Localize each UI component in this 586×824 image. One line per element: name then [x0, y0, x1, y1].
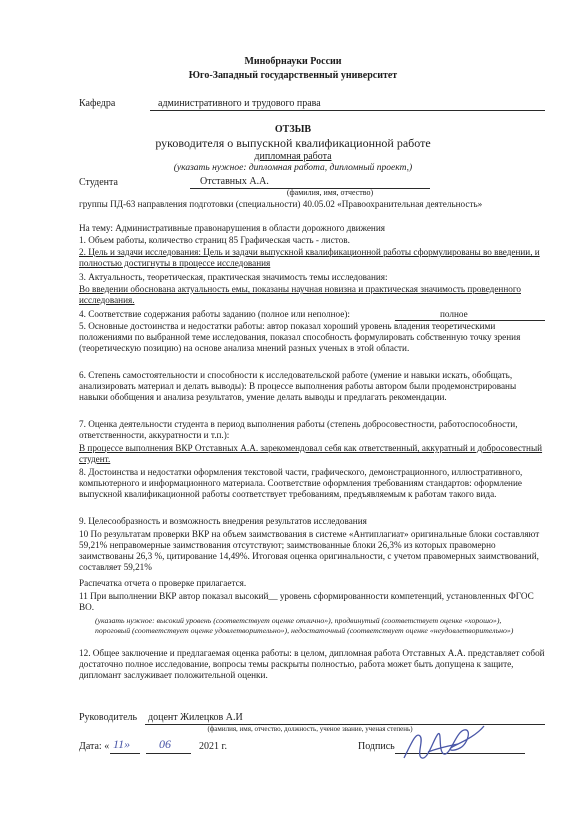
department-label: Кафедра [79, 98, 116, 109]
work-type-note: (указать нужное: дипломная работа, дипломный проект,) [173, 163, 413, 173]
item-3-heading: 3. Актуальность, теоретическая, практическая значимость темы исследования: [79, 272, 388, 282]
item-12-conclusion: 12. Общее заключение и предлагаемая оценка работы: в целом, дипломная работа Отставных А.А. представляет собой достаточно полное исследование, вопросы темы раскрыты полностью, работа может быть допущена к защите, дипломант заслуживает положительной оценки. [79, 648, 545, 680]
department-value: административного и трудового права [158, 98, 321, 109]
student-value: Отставных А.А. [200, 176, 269, 187]
student-caption: (фамилия, имя, отчество) [286, 188, 374, 197]
date-day: 11» [113, 737, 131, 751]
handwritten-signature [398, 722, 488, 770]
review-subtitle: руководителя о выпускной квалификационной работе [155, 136, 431, 150]
item-8-formatting: 8. Достоинства и недостатки оформления текстовой части, графического, демонстрационного, иллюстративного, компьютерного и информационного материала. Соответствие оформления требованиям стандартов: оформление выпускной квалификационной работы соответствует требованиям, предъявляемым к работам такого вида. [79, 467, 523, 499]
item-11-note: (указать нужное: высокий уровень (соответствует оценке отлично»), продвинутый (соответствует оценке «хорошо»), пороговый (соответствует оценке удовлетворительно»), недостаточный (соответствует оценке «неудовлетворительно») [95, 616, 514, 635]
item-4-value: полное [440, 309, 468, 319]
supervisor-label: Руководитель [79, 712, 138, 723]
department-underline [150, 110, 545, 111]
date-month-underline [146, 753, 191, 754]
ministry-title: Минобрнауки России [244, 56, 342, 67]
university-title: Юго-Западный государственный университет [188, 70, 398, 81]
signature-label: Подпись [358, 741, 395, 752]
item-10-tail: Распечатка отчета о проверке прилагается. [79, 578, 247, 588]
item-3-text: Во введении обоснована актуальность емы, показаны научная новизна и практическая значимость проведенного исследования. [79, 284, 521, 305]
date-year: 2021 г. [199, 741, 227, 752]
item-6-independence: 6. Степень самостоятельности и способности к исследовательской работе (умение и навыки искать, обобщать, анализировать материал и делать выводы): В процессе выполнения работы автором были продемонстрированы навыки обобщения и анализа результатов, умение делать выводы и предлагать рекомендации. [79, 370, 517, 402]
supervisor-value: доцент Жилецков А.И [148, 712, 243, 723]
student-label: Студента [79, 177, 118, 188]
item-7-evaluation: 7. Оценка деятельности студента в период выполнения работы (степень добросовестности, работоспособности, ответственности, аккуратности и т.п.): [79, 419, 518, 440]
item-2-goals: 2. Цель и задачи исследования: Цель и задачи выпускной квалификационной работы сформулированы во введении, и полностью достигнуты в процессе исследования [79, 247, 540, 268]
supervisor-caption: (фамилия, имя, отчество, должность, ученое звание, ученая степень) [207, 725, 413, 733]
item-7-text: В процессе выполнения ВКР Отставных А.А. зарекомендовал себя как ответственный, аккуратный и добросовестный студент. [79, 443, 543, 464]
topic-line: На тему: Административные правонарушения в области дорожного движения [79, 223, 385, 233]
item-4-label: 4. Соответствие содержания работы заданию (полное или неполное): [79, 309, 350, 319]
item-5-merits: 5. Основные достоинства и недостатки работы: автор показал хороший уровень владения теоретическими положениями по выбранной теме исследования, показал способность формулировать собственную точку зрения (теоретическую позицию) на основе анализа мнений разных ученых в этой области. [79, 321, 521, 353]
item-10-antiplagiarism: 10 По результатам проверки ВКР на объем заимствования в системе «Антиплагиат» оригинальные блоки составляют 59,21% неправомерные заимствования отсутствуют; заимствованные блоки 26,3% из которых правомерно заимствованы 26,3 %, цитирование 14,49%. Итоговая оценка оригинальности, с учетом правомерных заимствований, составляет 59,21% [79, 529, 540, 572]
date-day-underline [110, 753, 140, 754]
item-9-implementation: 9. Целесообразность и возможность внедрения результатов исследования [79, 516, 367, 526]
review-title: ОТЗЫВ [274, 124, 312, 135]
date-label: Дата: « [79, 741, 110, 752]
date-month: 06 [159, 737, 171, 751]
work-type: дипломная работа [254, 151, 332, 162]
item-1-volume: 1. Объем работы, количество страниц 85 Графическая часть - листов. [79, 235, 350, 245]
group-line: группы ПД-63 направления подготовки (специальности) 40.05.02 «Правоохранительная деятельность» [79, 199, 483, 209]
item-11-competencies: 11 При выполнении ВКР автор показал высокий__ уровень сформированности компетенций, установленных ФГОС ВО. [79, 591, 534, 612]
